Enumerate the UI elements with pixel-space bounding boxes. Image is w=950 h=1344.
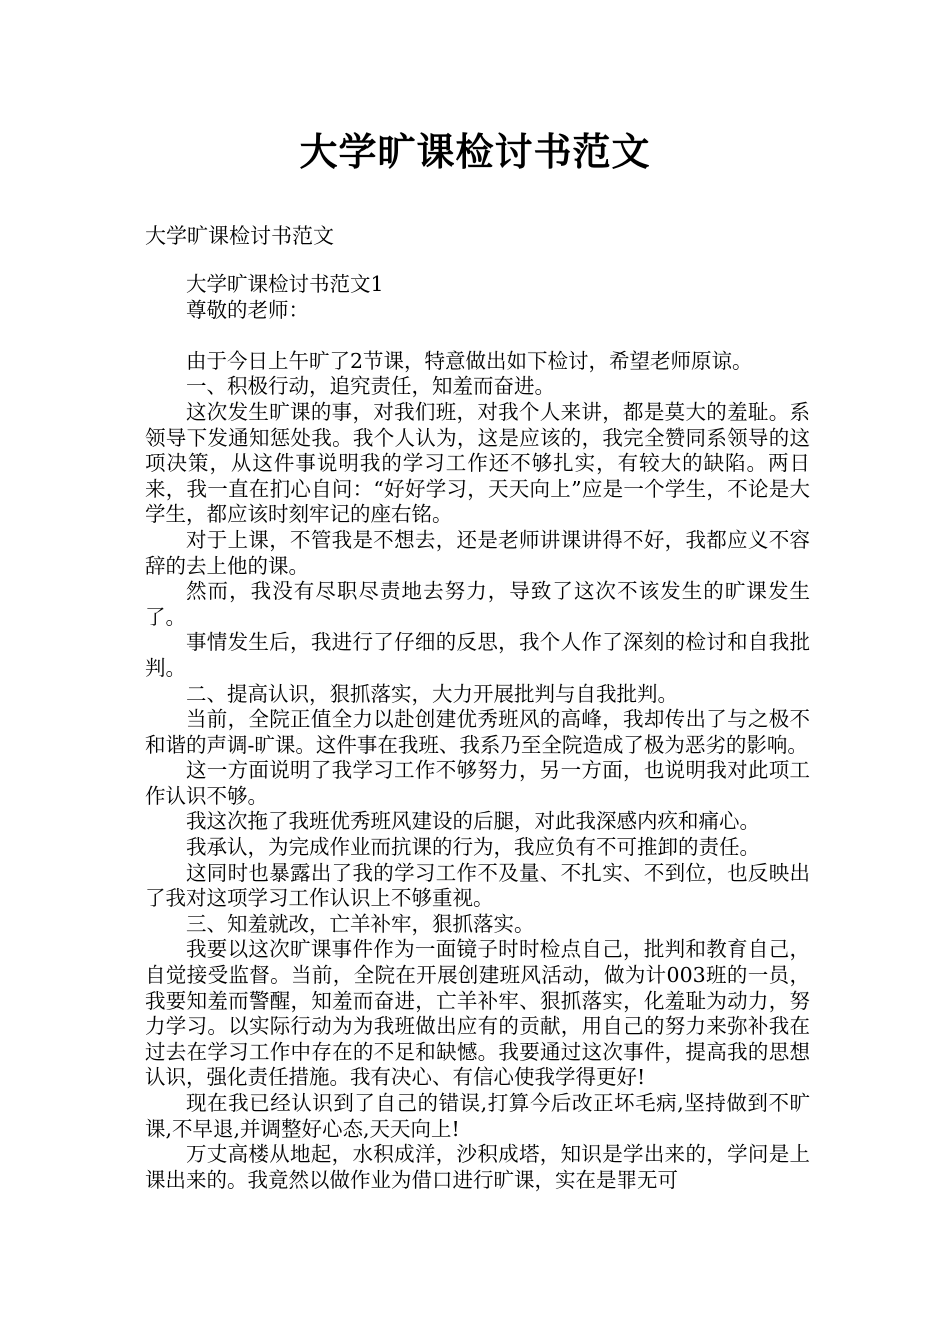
body-paragraph: 这次发生旷课的事，对我们班，对我个人来讲，都是莫大的羞耻。系领导下发通知惩处我。我个人认为，这是应该的，我完全赞同系领导的这项决策，从这件事说明我的学习工作还不够扎实，有较大的缺陷。两日来，我一直在扪心自问：“好好学习，天天向上”应是一个学生，不论是大学生，都应该时刻牢记的座右铭。 <box>145 399 810 527</box>
body-paragraph: 然而，我没有尽职尽责地去努力，导致了这次不该发生的旷课发生了。 <box>145 579 810 629</box>
body-paragraph: 我承认，为完成作业而抗课的行为，我应负有不可推卸的责任。 <box>186 835 760 860</box>
body-paragraph: 这一方面说明了我学习工作不够努力，另一方面，也说明我对此项工作认识不够。 <box>145 758 810 808</box>
salutation: 尊敬的老师： <box>186 297 309 322</box>
body-heading: 一、积极行动，追究责任，知羞而奋进。 <box>186 374 555 399</box>
body-heading: 二、提高认识，狠抓落实，大力开展批判与自我批判。 <box>186 681 678 706</box>
section-heading: 大学旷课检讨书范文1 <box>186 272 384 296</box>
document-title: 大学旷课检讨书范文 <box>299 130 651 174</box>
body-heading: 三、知羞就改，亡羊补牢，狠抓落实。 <box>186 911 535 936</box>
document-subtitle: 大学旷课检讨书范文 <box>145 224 334 248</box>
body-paragraph: 我要以这次旷课事件作为一面镜子时时检点自己，批判和教育自己，自觉接受监督。当前，全院在开展创建班风活动，做为计003班的一员，我要知羞而警醒，知羞而奋进，亡羊补牢、狠抓落实，化羞耻为动力，努力学习。以实际行动为为我班做出应有的贡献，用自己的努力来弥补我在过去在学习工作中存在的不足和缺憾。我要通过这次事件，提高我的思想认识，强化责任措施。我有决心、有信心使我学得更好! <box>145 937 810 1090</box>
body-paragraph: 由于今日上午旷了2节课，特意做出如下检讨，希望老师原谅。 <box>186 348 753 373</box>
body-paragraph: 事情发生后，我进行了仔细的反思，我个人作了深刻的检讨和自我批判。 <box>145 630 810 680</box>
document-body <box>145 272 810 1193</box>
body-paragraph: 对于上课，不管我是不想去，还是老师讲课讲得不好，我都应义不容辞的去上他的课。 <box>145 527 810 578</box>
body-paragraph: 现在我已经认识到了自己的错误,打算今后改正坏毛病,坚持做到不旷课,不早退,并调整好心态,天天向上! <box>145 1091 810 1141</box>
body-paragraph: 这同时也暴露出了我的学习工作不及量、不扎实、不到位，也反映出了我对这项学习工作认识上不够重视。 <box>145 860 810 911</box>
body-paragraph: 我这次拖了我班优秀班风建设的后腿，对此我深感内疚和痛心。 <box>186 809 760 834</box>
body-paragraph: 万丈高楼从地起，水积成洋，沙积成塔，知识是学出来的，学问是上课出来的。我竟然以做作业为借口进行旷课，实在是罪无可 <box>145 1142 810 1192</box>
body-paragraph: 当前，全院正值全力以赴创建优秀班风的高峰，我却传出了与之极不和谐的声调-旷课。这件事在我班、我系乃至全院造成了极为恶劣的影响。 <box>145 707 810 757</box>
